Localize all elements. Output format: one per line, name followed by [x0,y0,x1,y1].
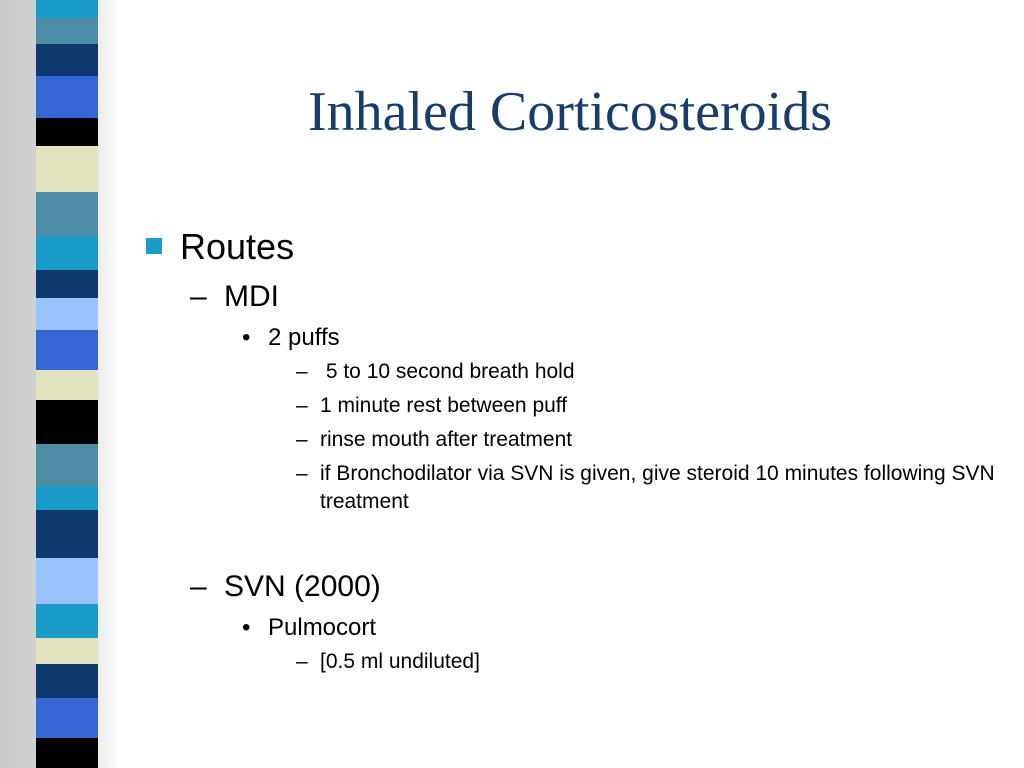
stripe-band [36,192,98,236]
dash-marker: – [190,570,207,603]
dash-marker: – [190,280,207,313]
decorative-stripe [36,0,98,768]
stripe-band [36,236,98,270]
dash-marker: – [296,650,308,673]
bullet-rinse [296,428,572,452]
stripe-band [36,664,98,698]
bullet-pulmocort [242,614,376,642]
stripe-band [36,486,98,510]
stripe-band [36,604,98,638]
bullet-undiluted [296,650,480,674]
stripe-band [36,44,98,76]
bullet-text: MDI [224,280,279,313]
stripe-band [36,638,98,664]
dash-marker: – [296,462,308,485]
stripe-band [36,370,98,400]
dash-marker: – [296,360,308,383]
bullet-text: rinse mouth after treatment [320,428,573,451]
stripe-band [36,270,98,298]
stripe-band [36,738,98,768]
bullet-breath-hold [296,360,575,384]
stripe-band [36,510,98,558]
bullet-text: if Bronchodilator via SVN is given, give steroid 10 minutes following SVN treatment [320,462,995,513]
bullet-text: Routes [180,226,295,267]
dot-marker: • [242,324,251,351]
stripe-band [36,0,98,18]
bullet-text: Pulmocort [268,614,377,641]
stripe-band [36,698,98,738]
bullet-mdi [190,280,279,314]
bullet-rest [296,394,567,418]
bullet-text: 1 minute rest between puff [320,394,568,417]
stripe-band [36,298,98,330]
square-bullet-icon [146,238,162,254]
stripe-band [36,18,98,44]
bullet-svn [190,570,381,604]
slide-title: Inhaled Corticosteroids [307,81,833,143]
dash-marker: – [296,394,308,417]
bullet-text: 2 puffs [268,324,340,351]
stripe-band [36,400,98,444]
stripe-band [36,444,98,486]
stripe-band [36,558,98,604]
bullet-puffs [242,324,340,352]
stripe-band [36,76,98,118]
bullet-text: SVN (2000) [224,570,381,603]
bullet-text: [0.5 ml undiluted] [320,650,480,673]
stripe-band [36,146,98,192]
stripe-band [36,330,98,370]
dash-marker: – [296,428,308,451]
stripe-band [36,118,98,146]
dot-marker: • [242,614,251,641]
bullet-routes [146,226,294,268]
bullet-text: 5 to 10 second breath hold [320,360,575,383]
bullet-bronchodilator [296,460,1010,516]
